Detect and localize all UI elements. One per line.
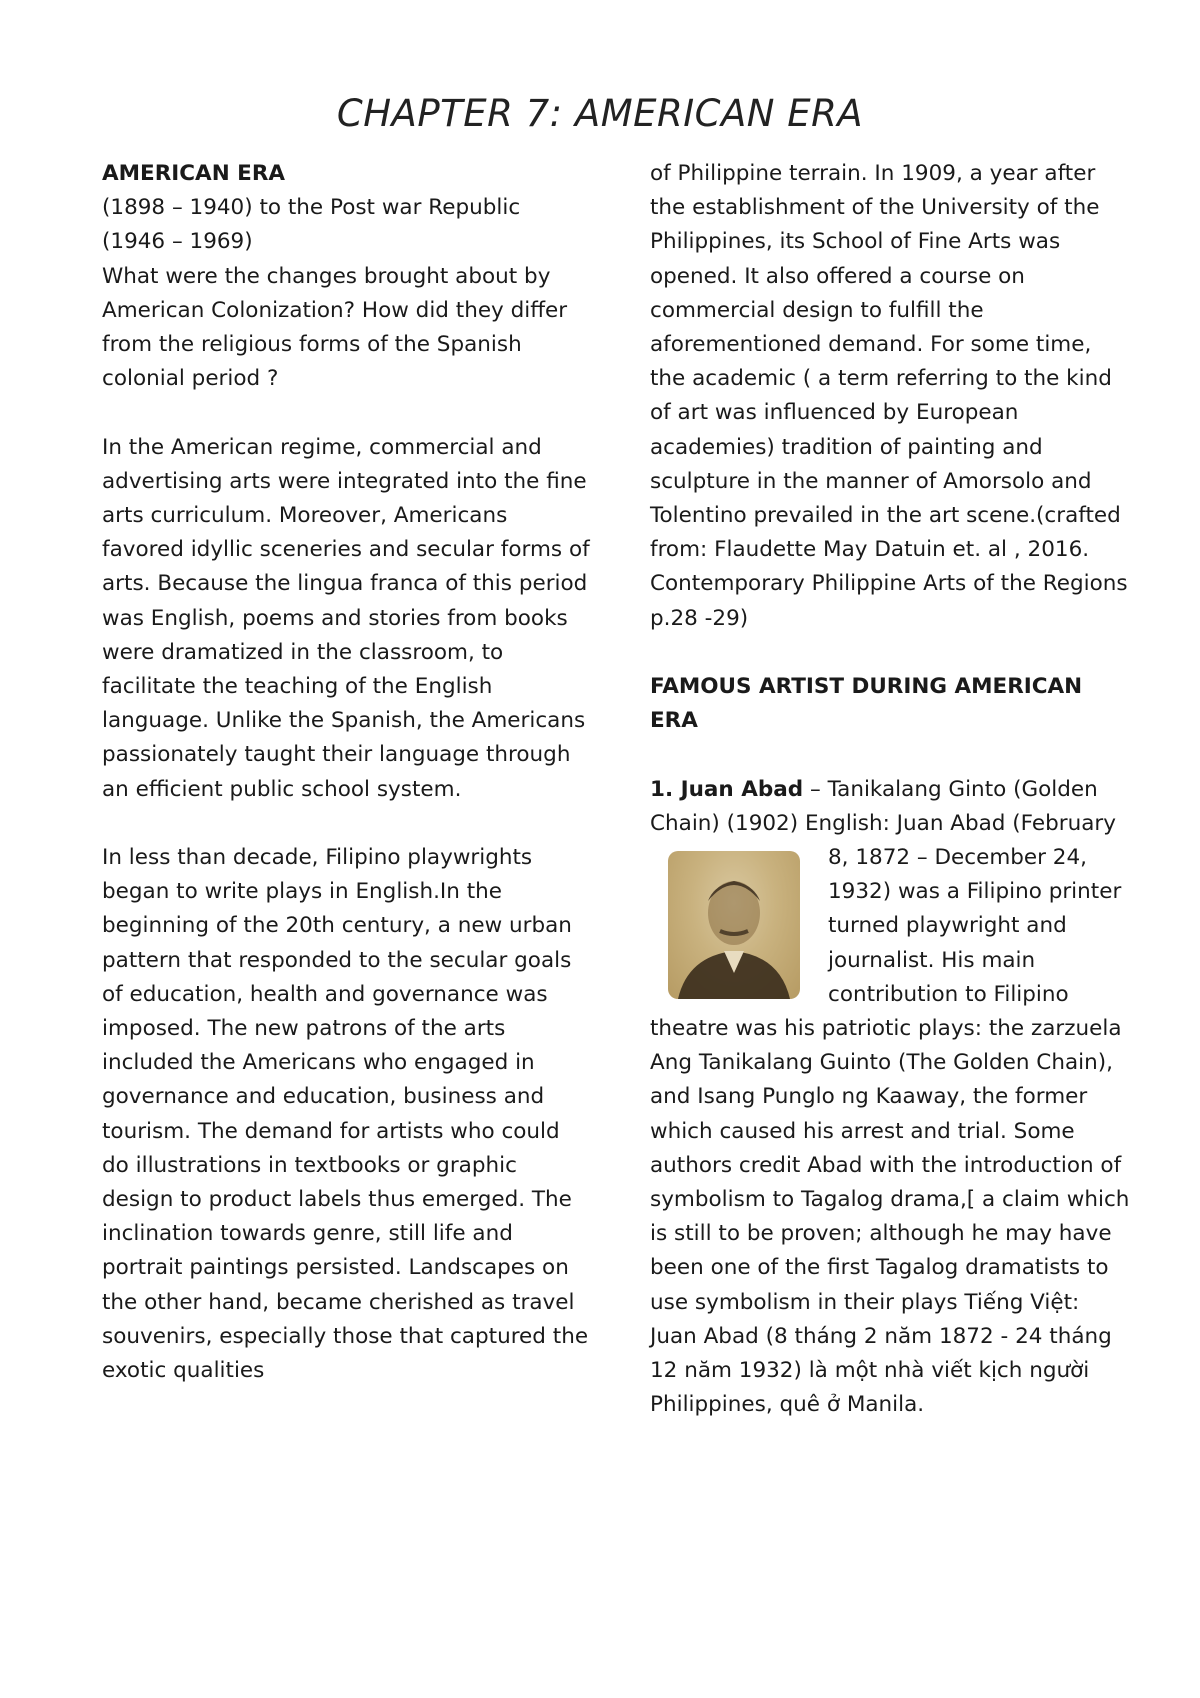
juan-abad-portrait xyxy=(668,851,800,999)
left-column xyxy=(102,157,592,1388)
spacer xyxy=(650,636,1130,670)
chapter-title: CHAPTER 7: AMERICAN ERA xyxy=(336,92,864,135)
artist-intro-text: – Tanikalang Ginto (Golden Chain) (1902) English: Juan Abad (February xyxy=(650,776,1116,836)
section-heading-american-era: AMERICAN ERA xyxy=(102,161,286,186)
period-line-2: (1946 – 1969) xyxy=(102,229,253,255)
spacer xyxy=(102,807,592,841)
guiding-question: What were the changes brought about by American Colonization? How did they differ from the religious forms of the Spanish colonial period ? xyxy=(102,263,568,392)
paragraph-continuation: of Philippine terrain. In 1909, a year after the establishment of the University of the Philippines, its School of Fine Arts was opened. It also offered a course on commercial design to fulfill the aforementioned demand. For some time, the academic ( a term referring to the kind of art was influenced by European academies) tradition of painting and sculpture in the manner of Amorsolo and Tolentino prevailed in the art scene.(crafted from: Flaudette May Datuin et. al , 2016. Contemporary Philippine Arts of the Regions p.28 -29) xyxy=(650,161,1128,631)
spacer xyxy=(650,738,1130,772)
artist-biography: 8, 1872 – December 24, 1932) was a Filipino printer turned playwright and journalist. His main contribution to Filipino theatre was his patriotic plays: the zarzuela Ang Tanikalang Guinto (The Golden Chain), and Isang Punglo ng Kaaway, the former which caused his arrest and trial. Some authors credit Abad with the introduction of symbolism to Tagalog drama,[ a claim which is still to be proven; although he may have been one of the first Tagalog dramatists to use symbolism in their plays Tiếng Việt: Juan Abad (8 tháng 2 năm 1872 - 24 tháng 12 năm 1932) là một nhà viết kịch người Philippines, quê ở Manila. xyxy=(650,845,1130,1418)
famous-artist-heading-line-1: FAMOUS ARTIST DURING AMERICAN xyxy=(650,674,1083,700)
paragraph-filipino-playwrights: In less than decade, Filipino playwrights began to write plays in English.In the beginning of the 20th century, a new urban pattern that responded to the secular goals of education, health and governance was imposed. The new patrons of the arts included the Americans who engaged in governance and education, business and tourism. The demand for artists who could do illustrations in textbooks or graphic design to product labels thus emerged. The inclination towards genre, still life and portrait paintings persisted. Landscapes on the other hand, became cherished as travel souvenirs, especially those that captured the exotic qualities xyxy=(102,845,589,1384)
right-column xyxy=(650,157,1130,1422)
spacer xyxy=(102,396,592,430)
paragraph-american-regime: In the American regime, commercial and advertising arts were integrated into the fine arts curriculum. Moreover, Americans favored idyllic sceneries and secular forms of arts. Because the lingua franca of this period was English, poems and stories from books were dramatized in the classroom, to facilitate the teaching of the English language. Unlike the Spanish, the Americans passionately taught their language through an efficient public school system. xyxy=(102,434,590,802)
famous-artist-heading-line-2: ERA xyxy=(650,708,698,734)
artist-entry-intro xyxy=(650,773,1130,841)
artist-name: 1. Juan Abad xyxy=(650,776,804,802)
portrait-illustration xyxy=(668,851,800,999)
period-line-1: (1898 – 1940) to the Post war Republic xyxy=(102,195,521,221)
